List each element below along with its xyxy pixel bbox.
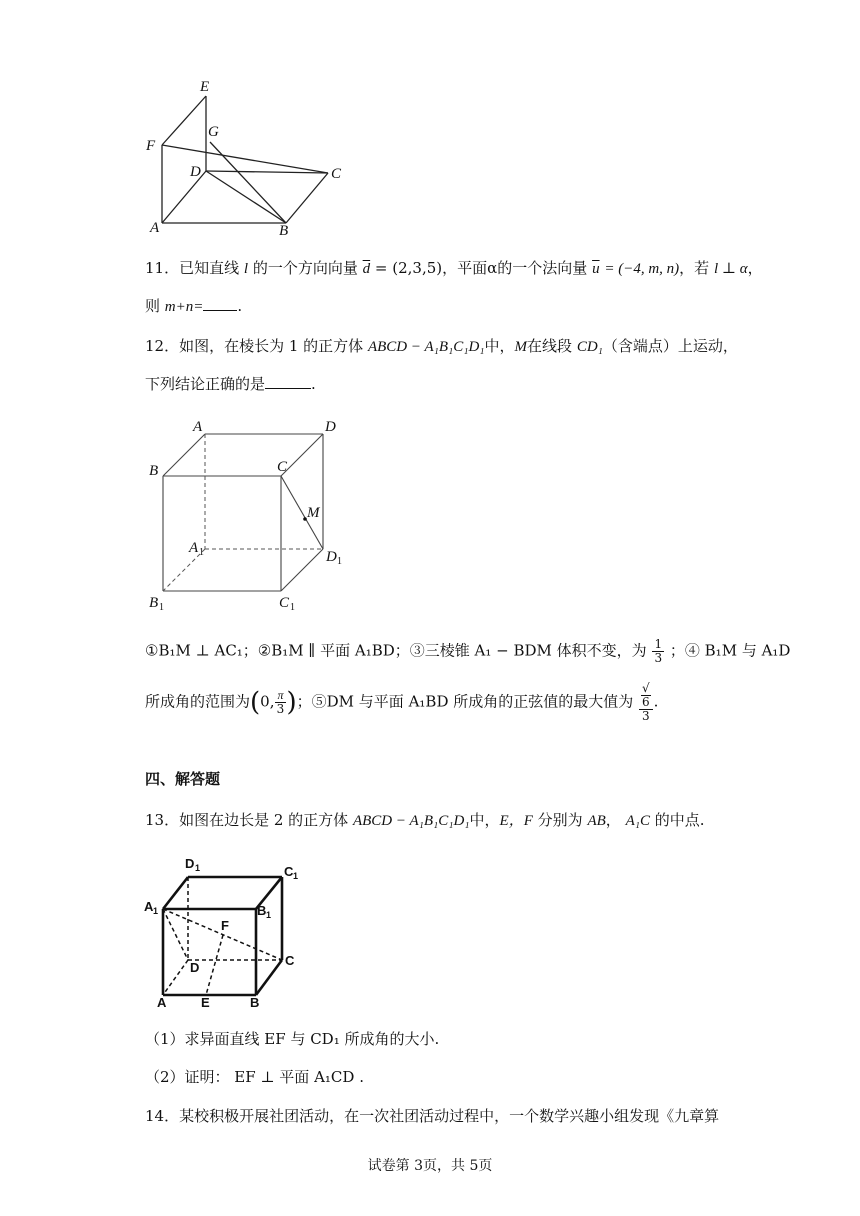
- label-B1: B: [149, 595, 159, 611]
- q12-cube: ABCD − A₁B₁C₁D₁: [367, 339, 485, 355]
- q11-text: ，若: [679, 259, 710, 277]
- q11-condition: l ⊥ α: [713, 261, 748, 277]
- label-A1: A: [189, 540, 199, 556]
- figure-3-cube: [140, 850, 320, 1010]
- label-G: G: [208, 124, 219, 140]
- q13-text: 的中点.: [654, 811, 705, 829]
- q13-number: 13．: [145, 811, 180, 829]
- label-A1: A: [144, 899, 154, 914]
- q14-number: 14．: [145, 1107, 180, 1125]
- label-B1-sub: 1: [266, 910, 272, 920]
- label-A: A: [157, 995, 167, 1010]
- q11-text: 的一个方向向量: [252, 259, 358, 277]
- fraction-denominator: 3: [276, 702, 285, 716]
- q14-line1: [145, 1105, 719, 1127]
- label-B: B: [279, 223, 289, 239]
- label-A: A: [150, 220, 160, 236]
- q11-var-l: l: [243, 261, 249, 277]
- q13-points: E，F: [499, 813, 533, 829]
- q12-fraction-one-third: [652, 638, 664, 665]
- q11-text: ，平面α的一个法向量: [442, 259, 588, 277]
- q12-statements-line2: 所成角的范围为(0, $\frac{\pi}{3}$ )；⑤DM 与平面 A₁BD 所成角的正弦值的最大值为 √ 6 3 .: [145, 681, 659, 723]
- q12-fraction-sqrt6-third: √ 6 3: [639, 682, 653, 723]
- label-E: E: [201, 995, 210, 1010]
- q12-number: 12．: [145, 337, 180, 355]
- q12-line2: [145, 373, 316, 395]
- label-B1-sub: 1: [159, 602, 164, 613]
- label-D1-sub: 1: [337, 556, 342, 567]
- label-D1: D: [185, 856, 195, 871]
- q11-vector-d: $\overline{d}$: [362, 261, 371, 277]
- fraction-denominator: 3: [654, 651, 663, 665]
- label-F: F: [221, 918, 229, 933]
- q11-number: 11．: [145, 259, 180, 277]
- q12-statement: .: [653, 692, 659, 711]
- label-A: A: [193, 419, 203, 435]
- label-F: F: [146, 138, 156, 154]
- label-E: E: [200, 79, 210, 95]
- q12-statement: ①B₁M ⊥ AC₁；②B₁M ∥ 平面 A₁BD；③三棱锥 A₁ − BDM 体积不变，为: [145, 641, 647, 660]
- page-footer: 试卷第 3页，共 5页: [367, 1158, 493, 1174]
- q13-segment-ab: AB: [587, 813, 606, 829]
- q12-text: 下列结论正确的是: [145, 375, 266, 393]
- q12-statement: 所成角的范围为: [145, 692, 251, 711]
- fraction-denominator: 3: [642, 709, 650, 723]
- label-C1-sub: 1: [293, 871, 299, 881]
- q11-text: .: [237, 297, 243, 315]
- label-C1: C: [279, 595, 290, 611]
- q14-text: 某校积极开展社团活动，在一次社团活动过程中，一个数学兴趣小组发现《九章算: [179, 1107, 720, 1125]
- q12-text: （含端点）上运动，: [602, 337, 738, 355]
- q13-text: 分别为: [537, 811, 583, 829]
- figure-2-cube: [140, 415, 360, 620]
- q11-text: 已知直线: [179, 259, 240, 277]
- label-C: C: [331, 166, 342, 182]
- label-M: M: [307, 505, 320, 521]
- q12-text: .: [311, 375, 316, 393]
- q12-statements-line1: [145, 638, 790, 665]
- label-D: D: [190, 164, 201, 180]
- label-B1: B: [257, 903, 267, 918]
- q13-segment-a1c: A₁C: [625, 813, 650, 829]
- label-B: B: [250, 995, 260, 1010]
- q13-text: 如图在边长是 2 的正方体: [179, 811, 349, 829]
- label-A1-sub: 1: [199, 547, 204, 558]
- q11-vector-u: $\overline{u}$: [592, 261, 600, 277]
- q13-text: 中，: [469, 811, 500, 829]
- label-D1: D: [326, 549, 337, 565]
- q13-part1: （1）求异面直线 EF 与 CD₁ 所成角的大小.: [145, 1030, 440, 1048]
- q11-text: ，: [747, 259, 763, 277]
- label-C: C: [285, 953, 295, 968]
- q12-statement: ；④ B₁M 与 A₁D: [669, 641, 791, 660]
- figure-1-solid: [140, 72, 360, 242]
- label-C: C: [277, 459, 288, 475]
- q11-line2: [145, 295, 242, 318]
- label-D: D: [190, 960, 200, 975]
- interval-left: 0,: [260, 692, 275, 711]
- q12-line1: [145, 335, 738, 358]
- label-C1: C: [284, 864, 294, 879]
- label-D1-sub: 1: [195, 863, 201, 873]
- q11-text: 则: [145, 297, 161, 315]
- q11-expression: m+n=: [164, 299, 204, 315]
- q12-var-M: M: [514, 339, 528, 355]
- q11-line1: [145, 257, 763, 280]
- q12-text: 中，: [484, 337, 515, 355]
- q12-statement: ；⑤DM 与平面 A₁BD 所成角的正弦值的最大值为: [296, 692, 634, 711]
- label-A1-sub: 1: [153, 906, 159, 916]
- section-title: 四、解答题: [145, 770, 221, 788]
- q13-part2: （2）证明： EF ⊥ 平面 A₁CD .: [145, 1068, 364, 1086]
- q13-line1: [145, 809, 705, 832]
- fraction-numerator: π: [277, 688, 284, 702]
- label-D: D: [325, 419, 336, 435]
- q12-text: 如图，在棱长为 1 的正方体: [179, 337, 364, 355]
- fraction-numerator: 1: [654, 637, 663, 651]
- q11-vector-u-value: = (−4, m, n): [604, 261, 680, 277]
- label-B: B: [149, 463, 159, 479]
- sqrt-value: 6: [642, 695, 650, 709]
- q13-cube: ABCD − A₁B₁C₁D₁: [352, 813, 470, 829]
- q12-answer-blank[interactable]: [265, 374, 311, 389]
- q12-segment: CD₁: [576, 339, 603, 355]
- q12-text: 在线段: [527, 337, 573, 355]
- label-C1-sub: 1: [290, 602, 295, 613]
- q11-vector-d-value: = (2,3,5): [374, 259, 443, 277]
- q11-answer-blank[interactable]: [203, 296, 237, 311]
- q13-text: ，: [605, 811, 621, 829]
- q12-fraction-pi-third: [275, 689, 285, 716]
